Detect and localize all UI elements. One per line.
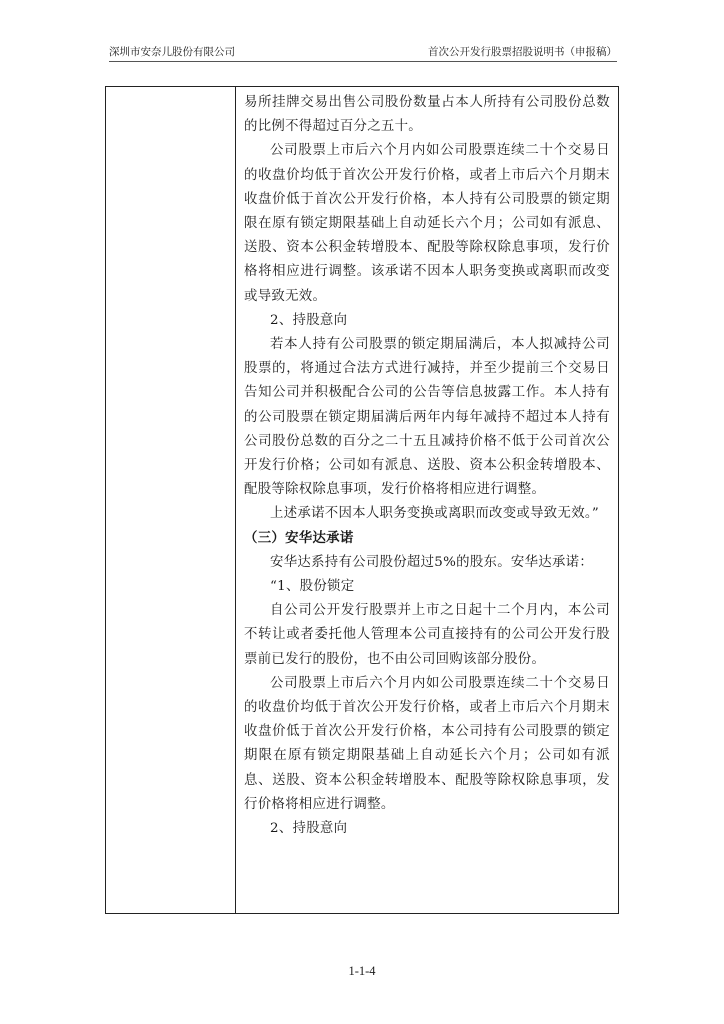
- commitment-table: [105, 86, 619, 914]
- paragraph-commitment-validity: 上述承诺不因本人职务变换或离职而改变或导致无效。”: [270, 506, 600, 522]
- paragraph-reduction-plan: 若本人持有公司股票的锁定期届满后，本人拟减持公司股票的，将通过合法方式进行减持，并至少提前三个交易日告知公司并积极配合公司的公告等信息披露工作。本人持有的公司股票在锁定期届满后两年内每年减持不超过本人持有公司股份总数的百分之二十五且减持价格不低于公司首次公开发行价格；公司如有派息、送股、资本公积金转增股本、配股等除权除息事项，发行价格将相应进行调整。: [244, 337, 610, 498]
- paragraph-lockup-extension: 公司股票上市后六个月内如公司股票连续二十个交易日的收盘价均低于首次公开发行价格，或者上市后六个月期末收盘价低于首次公开发行价格，本人持有公司股票的锁定期限在原有锁定期限基础上自动延长六个月；公司如有派息、送股、资本公积金转增股本、配股等除权除息事项，发行价格将相应进行调整。该承诺不因本人职务变换或离职而改变或导致无效。: [244, 143, 610, 304]
- heading-share-lockup: “1、股份锁定: [270, 579, 355, 595]
- heading-holding-intention-2: 2、持股意向: [270, 821, 348, 837]
- paragraph-twelve-month-lockup: 自公司公开发行股票并上市之日起十二个月内，本公司不转让或者委托他人管理本公司直接持有的公司公开发行股票前已发行的股份，也不由公司回购该部分股份。: [244, 603, 610, 667]
- table-left-cell: [106, 87, 236, 913]
- heading-holding-intention: 2、持股意向: [270, 312, 348, 328]
- header-company: 深圳市安奈儿股份有限公司: [109, 46, 235, 58]
- paragraph-company-lockup-extension: 公司股票上市后六个月内如公司股票连续二十个交易日的收盘价均低于首次公开发行价格，或者上市后六个月期末收盘价低于首次公开发行价格，本公司持有公司股票的锁定期限在原有锁定期限基础上自动延长六个月；公司如有派息、送股、资本公积金转增股本、配股等除权除息事项，发行价格将相应进行调整。: [244, 675, 610, 812]
- page-header: [109, 40, 617, 62]
- table-right-cell: [236, 87, 618, 913]
- paragraph-continuation: 易所挂牌交易出售公司股份数量占本人所持有公司股份总数的比例不得超过百分之五十。: [244, 95, 610, 135]
- paragraph-anhuada-intro: 安华达系持有公司股份超过5%的股东。安华达承诺：: [270, 554, 594, 570]
- header-doc-title: 首次公开发行股票招股说明书（申报稿）: [428, 46, 617, 58]
- page-number: 1-1-4: [348, 964, 376, 978]
- section-heading-anhuada: （三）安华达承诺: [244, 530, 354, 546]
